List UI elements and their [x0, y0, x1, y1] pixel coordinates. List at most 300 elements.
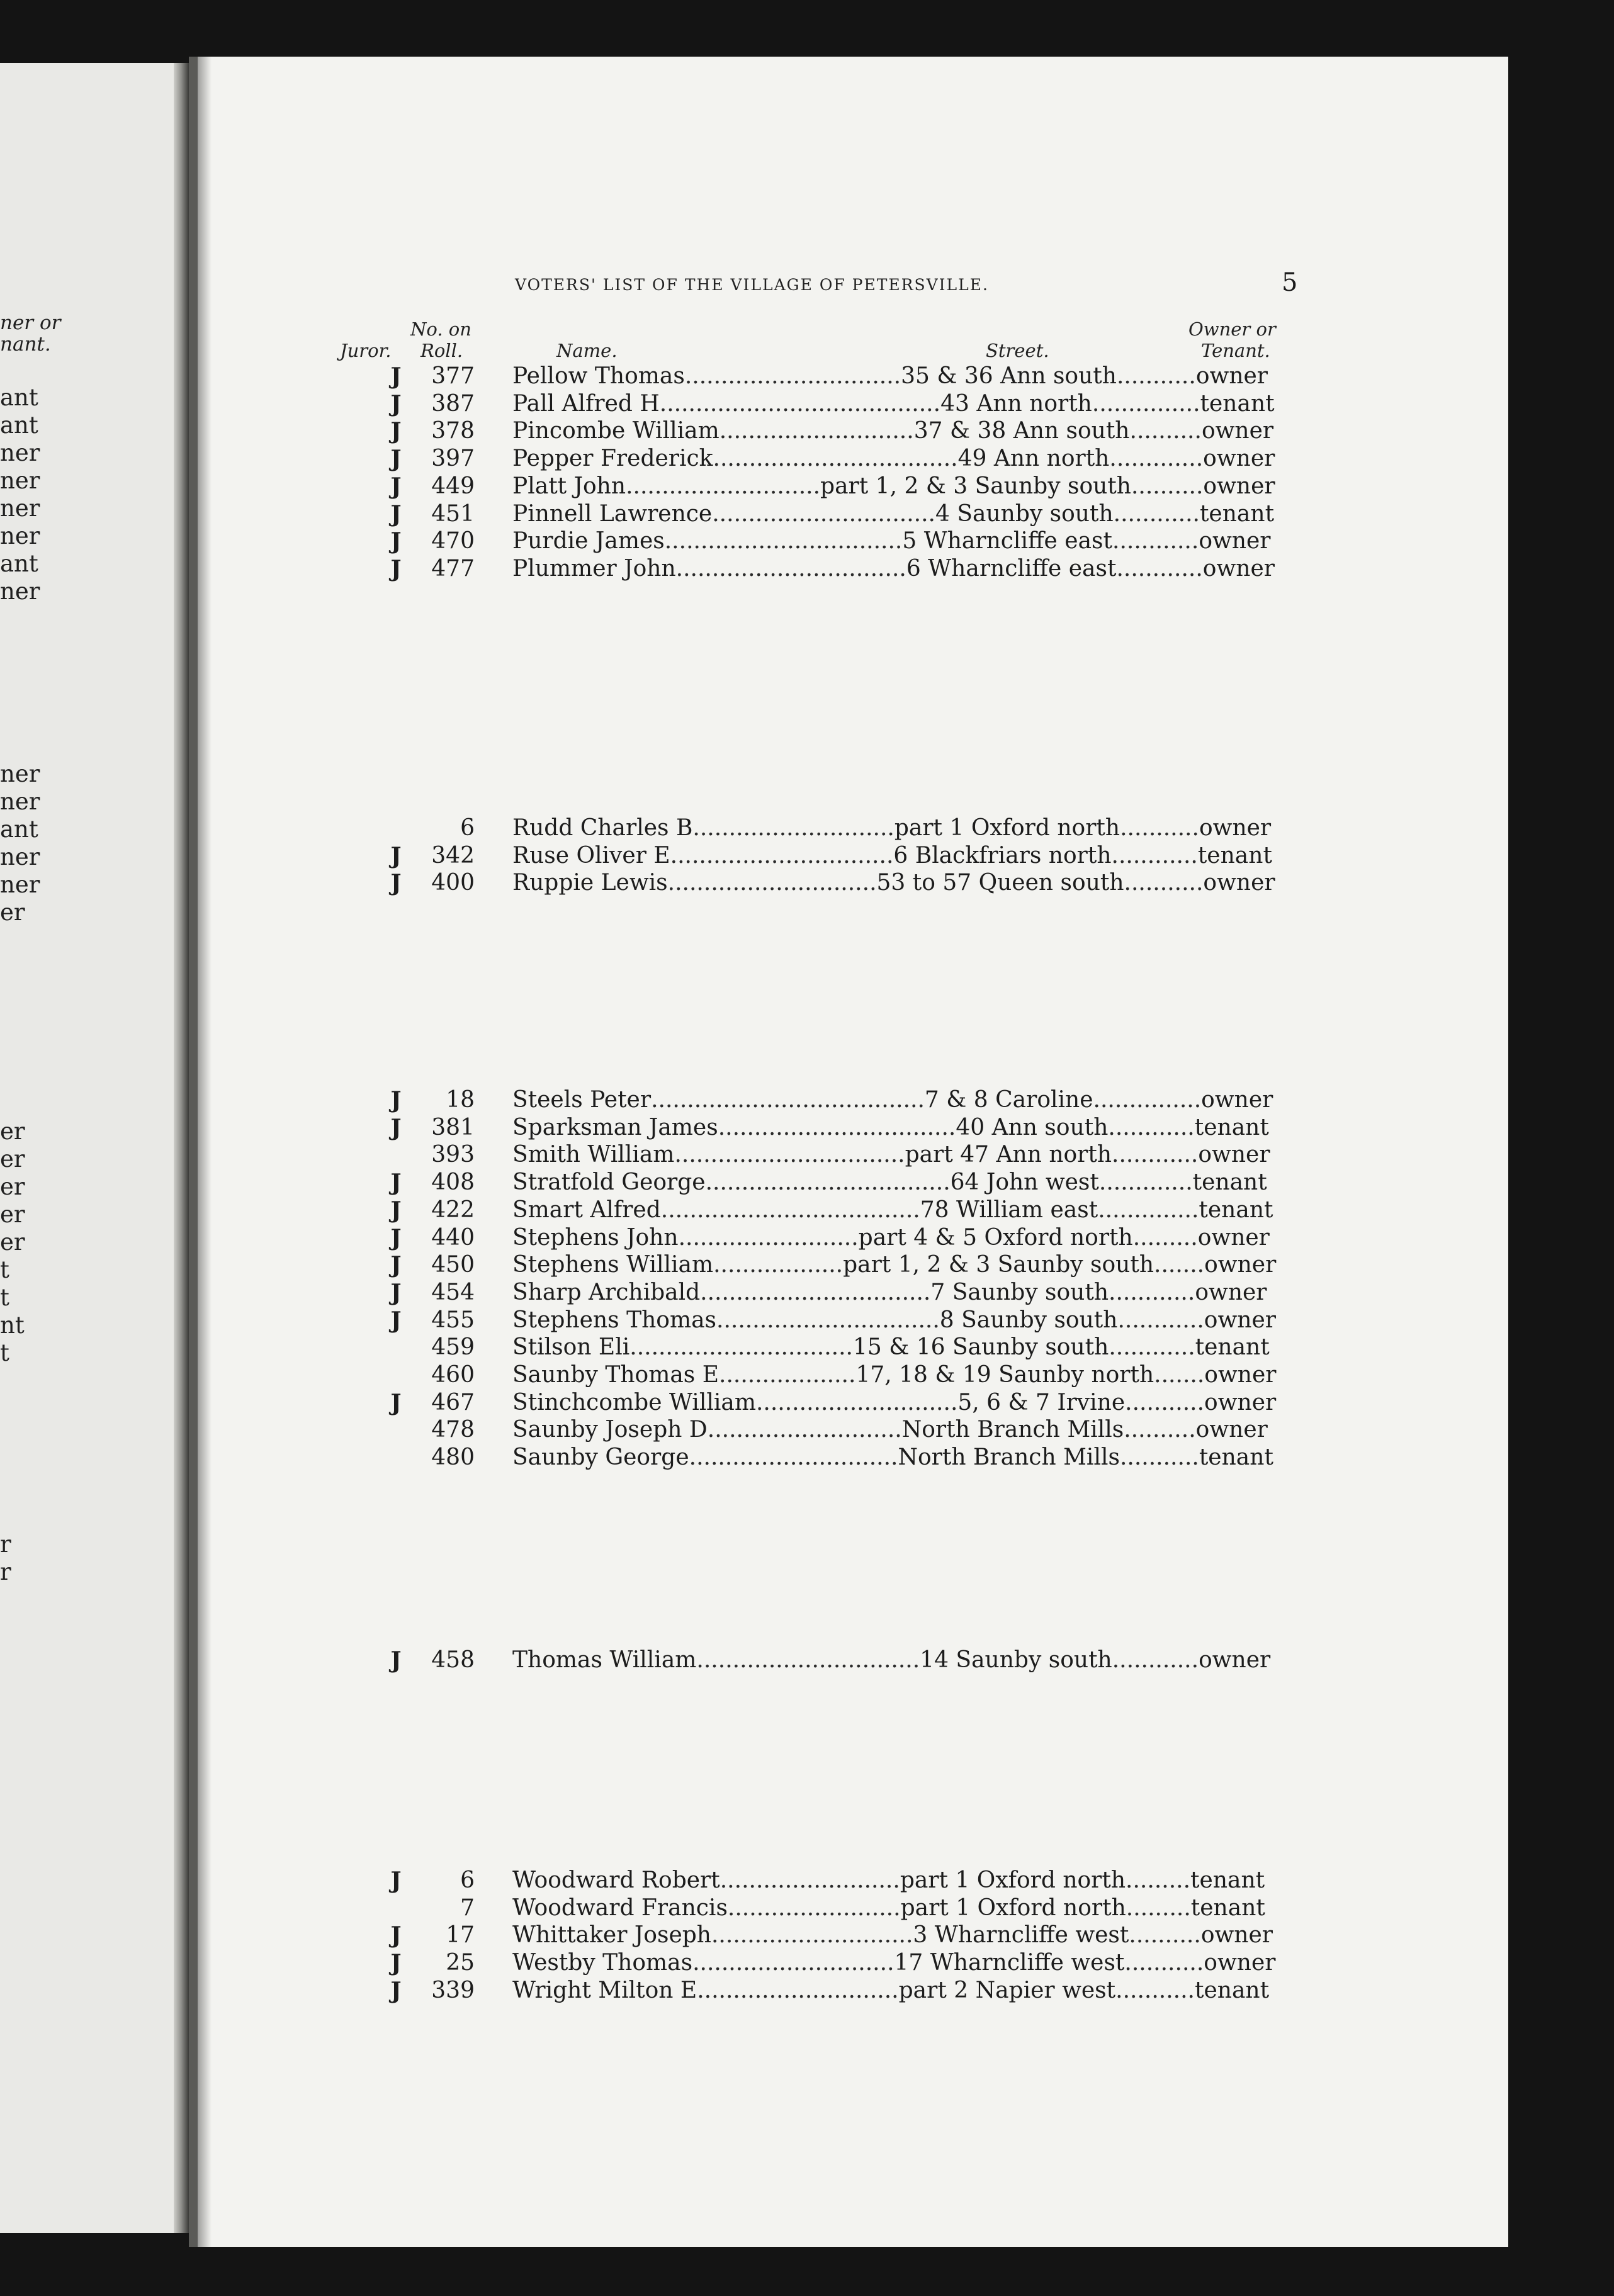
juror-mark: J: [390, 500, 402, 527]
owner-or-tenant: owner: [1201, 418, 1272, 444]
owner-or-tenant: owner: [1203, 473, 1273, 499]
owner-or-tenant: owner: [1201, 1087, 1271, 1113]
voter-name: Saunby George: [512, 1444, 689, 1471]
leader-dots: ............: [1109, 1334, 1195, 1361]
voter-row: [198, 1141, 1517, 1169]
roll-number: 378: [431, 418, 475, 444]
leader-dots: ...............................: [629, 1334, 853, 1361]
voter-row: [198, 527, 1517, 555]
juror-mark: J: [390, 473, 402, 500]
leader-dots: .........: [1126, 1867, 1191, 1893]
leader-dots: ........................: [727, 1894, 901, 1921]
street: part 1, 2 & 3 Saunby south: [820, 473, 1131, 499]
street: 6 Blackfriars north: [893, 842, 1112, 869]
voter-name: Saunby Thomas E: [512, 1362, 719, 1388]
leader-dots: ............: [1112, 1647, 1199, 1673]
leader-dots: ............................: [711, 1922, 913, 1949]
leader-dots: ...........: [1116, 363, 1196, 389]
page: [189, 57, 1508, 2247]
leader-dots: ...........: [1115, 1977, 1195, 2003]
juror-mark: J: [390, 1307, 402, 1334]
leader-dots: ............................: [692, 1950, 894, 1976]
owner-or-tenant: owner: [1204, 1252, 1274, 1278]
voter-row: [198, 1894, 1517, 1922]
book-binding: [174, 63, 189, 2233]
voter-entry: [512, 1334, 1280, 1361]
juror-mark: J: [390, 842, 402, 869]
left-fragment-line: ner: [0, 871, 40, 898]
voter-row: [198, 1389, 1517, 1417]
left-fragment-line: r: [0, 1531, 11, 1558]
street: part 4 & 5 Oxford north: [858, 1224, 1133, 1251]
street: 5 Wharncliffe east: [902, 528, 1112, 554]
voter-name: Westby Thomas: [512, 1950, 693, 1976]
voter-row: [198, 500, 1517, 528]
voter-row: [198, 842, 1517, 870]
left-fragment-line: t: [0, 1339, 9, 1366]
voter-row: [198, 417, 1517, 445]
street: 78 William east: [920, 1196, 1098, 1223]
voter-entry: [512, 1196, 1280, 1224]
voter-entry: [512, 1086, 1280, 1114]
leader-dots: .........................: [678, 1224, 859, 1251]
voter-name: Wright Milton E: [512, 1977, 697, 2003]
voter-name: Pinnell Lawrence: [512, 500, 713, 527]
voter-name: Saunby Joseph D: [512, 1417, 708, 1443]
owner-or-tenant: tenant: [1199, 1444, 1273, 1471]
street: 14 Saunby south: [920, 1647, 1112, 1673]
roll-number: 397: [431, 446, 475, 472]
street: 7 & 8 Caroline: [924, 1087, 1093, 1113]
left-fragment-group3: [0, 1118, 94, 1367]
leader-dots: .........: [1126, 1894, 1191, 1921]
juror-mark: J: [390, 1252, 402, 1279]
street: 6 Wharncliffe east: [906, 555, 1117, 582]
voter-name: Sparksman James: [512, 1114, 718, 1140]
juror-mark: J: [390, 1114, 402, 1141]
voter-name: Pincombe William: [512, 418, 720, 444]
leader-dots: .............................: [667, 870, 877, 896]
owner-or-tenant: tenant: [1195, 1334, 1270, 1361]
juror-mark: J: [390, 1389, 402, 1416]
voter-name: Thomas William: [512, 1647, 697, 1673]
roll-number: 450: [431, 1252, 475, 1278]
owner-or-tenant: owner: [1199, 528, 1268, 554]
left-fragment-group1: [0, 384, 94, 605]
voter-name: Ruse Oliver E: [512, 842, 670, 869]
voter-entry: [512, 1141, 1280, 1169]
voter-row: [198, 1361, 1517, 1389]
leader-dots: ...............: [1093, 1087, 1202, 1113]
voter-entry: [512, 473, 1280, 500]
left-fragment-line: ner: [0, 467, 40, 494]
owner-or-tenant: owner: [1202, 555, 1273, 582]
leader-dots: ..................................: [705, 1169, 951, 1196]
leader-dots: ...............................: [716, 1307, 940, 1333]
owner-or-tenant: tenant: [1194, 1114, 1269, 1140]
street: part 1 Oxford north: [900, 1867, 1126, 1893]
roll-number: 17: [446, 1922, 475, 1949]
leader-dots: .......................................: [659, 390, 941, 417]
header-roll: Roll.: [420, 340, 463, 361]
left-fragment-line: nt: [0, 1312, 25, 1339]
owner-or-tenant: owner: [1195, 363, 1266, 389]
leader-dots: ............: [1112, 1142, 1199, 1168]
juror-mark: J: [390, 1087, 402, 1113]
voter-name: Stratfold George: [512, 1169, 706, 1196]
leader-dots: ...........: [1124, 1950, 1204, 1976]
voter-name: Woodward Robert: [512, 1867, 720, 1893]
juror-mark: J: [390, 418, 402, 445]
voter-row: [198, 1867, 1517, 1894]
header-owner-or: Owner or: [1188, 318, 1276, 340]
leader-dots: ............: [1117, 1307, 1204, 1333]
owner-or-tenant: owner: [1203, 870, 1273, 896]
roll-number: 18: [446, 1087, 475, 1113]
leader-dots: .........................: [720, 1867, 900, 1893]
voter-row: [198, 1646, 1517, 1674]
leader-dots: ...............................: [712, 500, 935, 527]
left-fragment-line: ant: [0, 412, 38, 439]
leader-dots: ...............................: [696, 1647, 920, 1673]
left-fragment-line: ant: [0, 384, 38, 411]
voter-name: Pall Alfred H: [512, 390, 660, 417]
left-fragment-line: t: [0, 1284, 9, 1311]
voter-row: [198, 555, 1517, 583]
left-fragment-header: [0, 312, 94, 355]
leader-dots: ..........: [1129, 418, 1202, 444]
roll-number: 470: [431, 528, 475, 554]
street: 5, 6 & 7 Irvine: [957, 1389, 1126, 1415]
street: North Branch Mills: [898, 1444, 1120, 1471]
voter-entry: [512, 842, 1280, 870]
leader-dots: ................................: [700, 1279, 931, 1305]
voter-entry: [512, 1894, 1280, 1922]
street: part 1 Oxford north: [900, 1894, 1126, 1921]
juror-mark: J: [390, 1169, 402, 1196]
street: 8 Saunby south: [939, 1307, 1118, 1333]
header-no-on: No. on: [410, 318, 471, 340]
voter-row: [198, 445, 1517, 473]
owner-or-tenant: owner: [1198, 1142, 1268, 1168]
owner-or-tenant: owner: [1199, 815, 1269, 841]
voter-row: [198, 1949, 1517, 1977]
left-fragment-line: ner: [0, 788, 40, 815]
voter-name: Pellow Thomas: [512, 363, 685, 389]
owner-or-tenant: tenant: [1190, 1894, 1265, 1921]
voter-name: Stephens Thomas: [512, 1307, 717, 1333]
roll-number: 377: [431, 363, 475, 389]
voter-entry: [512, 1361, 1280, 1389]
left-fragment-line: ner: [0, 578, 40, 605]
voter-row: [198, 1416, 1517, 1444]
voter-entry: [512, 1977, 1280, 2005]
voter-name: Purdie James: [512, 528, 665, 554]
voter-name: Steels Peter: [512, 1087, 652, 1113]
owner-or-tenant: tenant: [1195, 1977, 1270, 2003]
street: 35 & 36 Ann south: [901, 363, 1117, 389]
leader-dots: ..........: [1129, 1922, 1201, 1949]
owner-or-tenant: owner: [1203, 446, 1273, 472]
left-fragment-line: ner: [0, 495, 40, 522]
voter-row: [198, 1114, 1517, 1142]
voter-name: Ruppie Lewis: [512, 870, 668, 896]
roll-number: 454: [431, 1279, 475, 1305]
owner-or-tenant: owner: [1197, 1224, 1267, 1251]
leader-dots: ..................: [713, 1252, 844, 1278]
left-fragment-line: nant.: [0, 333, 51, 356]
leader-dots: ............: [1112, 528, 1199, 554]
roll-number: 387: [431, 390, 475, 417]
voter-row: [198, 1196, 1517, 1224]
voter-name: Smart Alfred: [512, 1196, 661, 1223]
voter-entry: [512, 527, 1280, 555]
voter-row: [198, 1279, 1517, 1307]
leader-dots: ...............: [1092, 390, 1200, 417]
street: 7 Saunby south: [930, 1279, 1109, 1305]
left-fragment-line: ant: [0, 550, 38, 577]
leader-dots: ....................................: [660, 1196, 920, 1223]
juror-mark: J: [390, 528, 402, 555]
left-fragment-line: ner or: [0, 312, 61, 334]
voter-entry: [512, 417, 1280, 445]
owner-or-tenant: tenant: [1197, 842, 1272, 869]
roll-number: 408: [431, 1169, 475, 1196]
leader-dots: ......................................: [651, 1087, 925, 1113]
street: 53 to 57 Queen south: [876, 870, 1124, 896]
voter-name: Stinchcombe William: [512, 1389, 756, 1415]
street: 15 & 16 Saunby south: [853, 1334, 1109, 1361]
juror-mark: J: [390, 1224, 402, 1251]
leader-dots: .............: [1098, 1169, 1193, 1196]
owner-or-tenant: tenant: [1190, 1867, 1265, 1893]
leader-dots: ..........: [1131, 473, 1204, 499]
leader-dots: ............: [1109, 1279, 1195, 1305]
voter-entry: [512, 1224, 1280, 1252]
leader-dots: .......: [1154, 1362, 1205, 1388]
roll-number: 455: [431, 1307, 475, 1333]
voter-row: [198, 473, 1517, 500]
voter-row: [198, 1307, 1517, 1334]
street: part 47 Ann north: [905, 1142, 1112, 1168]
left-fragment-line: er: [0, 1201, 25, 1228]
owner-or-tenant: owner: [1200, 1922, 1271, 1949]
owner-or-tenant: owner: [1195, 1417, 1265, 1443]
voter-entry: [512, 1169, 1280, 1196]
voter-row: [198, 1251, 1517, 1279]
leader-dots: ...........................: [719, 418, 914, 444]
roll-number: 339: [431, 1977, 475, 2003]
juror-mark: J: [390, 1867, 402, 1894]
left-fragment-line: er: [0, 1229, 25, 1256]
left-fragment-line: ner: [0, 760, 40, 787]
roll-number: 459: [431, 1334, 475, 1361]
voter-entry: [512, 1949, 1280, 1977]
roll-number: 440: [431, 1224, 475, 1251]
leader-dots: ............: [1111, 842, 1198, 869]
owner-or-tenant: tenant: [1200, 390, 1275, 417]
voter-row: [198, 1922, 1517, 1949]
voter-row: [198, 1224, 1517, 1252]
voter-name: Stephens John: [512, 1224, 679, 1251]
owner-or-tenant: owner: [1195, 1279, 1265, 1305]
owner-or-tenant: tenant: [1199, 500, 1275, 527]
leader-dots: ............................: [692, 815, 894, 841]
voter-entry: [512, 1279, 1280, 1307]
voter-name: Rudd Charles B: [512, 815, 693, 841]
left-fragment-line: er: [0, 899, 25, 926]
left-fragment-group4: [0, 1531, 94, 1586]
street: part 1, 2 & 3 Saunby south: [843, 1252, 1154, 1278]
voter-entry: [512, 1922, 1280, 1949]
leader-dots: ...........: [1124, 870, 1204, 896]
roll-number: 6: [460, 1867, 475, 1893]
voter-entry: [512, 1867, 1280, 1894]
roll-number: 480: [431, 1444, 475, 1471]
juror-mark: J: [390, 1647, 402, 1674]
leader-dots: .................................: [664, 528, 903, 554]
voter-entry: [512, 555, 1280, 583]
voter-row: [198, 1977, 1517, 2005]
street: 4 Saunby south: [935, 500, 1114, 527]
voter-row: [198, 1334, 1517, 1361]
street: 43 Ann north: [940, 390, 1092, 417]
voter-name: Whittaker Joseph: [512, 1922, 711, 1949]
left-fragment-line: ner: [0, 522, 40, 549]
roll-number: 449: [431, 473, 475, 499]
header-street: Street.: [986, 340, 1049, 361]
voter-name: Pepper Frederick: [512, 446, 713, 472]
voter-entry: [512, 1114, 1280, 1142]
leader-dots: .............................: [689, 1444, 898, 1471]
juror-mark: J: [390, 446, 402, 473]
voter-row: [198, 1169, 1517, 1196]
voter-name: Stephens William: [512, 1252, 714, 1278]
left-fragment-line: ant: [0, 816, 38, 843]
left-fragment-line: er: [0, 1173, 25, 1200]
voter-name: Smith William: [512, 1142, 675, 1168]
owner-or-tenant: owner: [1204, 1389, 1274, 1415]
juror-mark: J: [390, 1196, 402, 1224]
leader-dots: .................................: [718, 1114, 956, 1140]
leader-dots: ...........: [1119, 1444, 1199, 1471]
roll-number: 467: [431, 1389, 475, 1415]
street: 3 Wharncliffe west: [913, 1922, 1129, 1949]
street: 40 Ann south: [956, 1114, 1109, 1140]
roll-number: 477: [431, 555, 475, 582]
voter-entry: [512, 445, 1280, 473]
left-fragment-line: er: [0, 1145, 25, 1173]
leader-dots: .......: [1154, 1252, 1205, 1278]
header-name: Name.: [556, 340, 618, 361]
voter-row: [198, 1444, 1517, 1472]
leader-dots: ...........................: [626, 473, 821, 499]
previous-page-edge: [0, 63, 189, 2233]
juror-mark: J: [390, 1922, 402, 1949]
voter-entry: [512, 500, 1280, 528]
owner-or-tenant: tenant: [1199, 1196, 1273, 1223]
owner-or-tenant: tenant: [1192, 1169, 1267, 1196]
voter-entry: [512, 1389, 1280, 1417]
roll-number: 400: [431, 870, 475, 896]
roll-number: 393: [431, 1142, 475, 1168]
owner-or-tenant: owner: [1204, 1950, 1273, 1976]
voter-row: [198, 869, 1517, 897]
juror-mark: J: [390, 870, 402, 897]
leader-dots: .........: [1132, 1224, 1198, 1251]
voter-name: Platt John: [512, 473, 626, 499]
voter-row: [198, 814, 1517, 842]
leader-dots: ................................: [675, 555, 906, 582]
street: 37 & 38 Ann south: [913, 418, 1130, 444]
voter-entry: [512, 1444, 1280, 1472]
voter-entry: [512, 1251, 1280, 1279]
street: part 1 Oxford north: [894, 815, 1120, 841]
leader-dots: .............: [1109, 446, 1204, 472]
leader-dots: ...........: [1120, 815, 1199, 841]
leader-dots: ............: [1108, 1114, 1195, 1140]
juror-mark: J: [390, 363, 402, 390]
voter-row: [198, 390, 1517, 418]
leader-dots: ............................: [755, 1389, 958, 1415]
leader-dots: ...........................: [707, 1417, 902, 1443]
voter-entry: [512, 1646, 1280, 1674]
running-head: VOTERS' LIST OF THE VILLAGE OF PETERSVILLE.: [515, 276, 989, 294]
voter-name: Plummer John: [512, 555, 676, 582]
leader-dots: ............: [1113, 500, 1200, 527]
left-fragment-group2: [0, 760, 94, 926]
owner-or-tenant: owner: [1204, 1307, 1273, 1333]
leader-dots: ............: [1116, 555, 1203, 582]
leader-dots: ................................: [674, 1142, 905, 1168]
juror-mark: J: [390, 390, 402, 417]
street: North Branch Mills: [901, 1417, 1124, 1443]
voter-name: Stilson Eli: [512, 1334, 630, 1361]
voter-name: Woodward Francis: [512, 1894, 728, 1921]
roll-number: 6: [460, 815, 475, 841]
leader-dots: ..............: [1098, 1196, 1199, 1223]
leader-dots: ...................: [719, 1362, 856, 1388]
roll-number: 342: [431, 842, 475, 869]
street: 64 John west: [950, 1169, 1099, 1196]
street: part 2 Napier west: [898, 1977, 1116, 2003]
street: 17 Wharncliffe west: [894, 1950, 1125, 1976]
juror-mark: J: [390, 1977, 402, 2004]
voter-row: [198, 1086, 1517, 1114]
roll-number: 458: [431, 1647, 475, 1673]
leader-dots: ...........: [1125, 1389, 1205, 1415]
voter-row: [198, 363, 1517, 390]
left-fragment-line: er: [0, 1118, 25, 1145]
street: 49 Ann north: [957, 446, 1110, 472]
left-fragment-line: ner: [0, 843, 40, 870]
left-fragment-line: r: [0, 1558, 11, 1585]
page-number: 5: [1282, 268, 1298, 297]
owner-or-tenant: owner: [1204, 1362, 1274, 1388]
street: 17, 18 & 19 Saunby north: [855, 1362, 1154, 1388]
voter-entry: [512, 390, 1280, 418]
header-juror: Juror.: [340, 340, 392, 361]
leader-dots: ..............................: [684, 363, 901, 389]
roll-number: 7: [460, 1894, 475, 1921]
roll-number: 422: [431, 1196, 475, 1223]
left-fragment-line: ner: [0, 439, 40, 466]
voter-name: Sharp Archibald: [512, 1279, 701, 1305]
left-fragment-line: t: [0, 1256, 9, 1283]
roll-number: 451: [431, 500, 475, 527]
leader-dots: ...............................: [670, 842, 894, 869]
juror-mark: J: [390, 1950, 402, 1977]
